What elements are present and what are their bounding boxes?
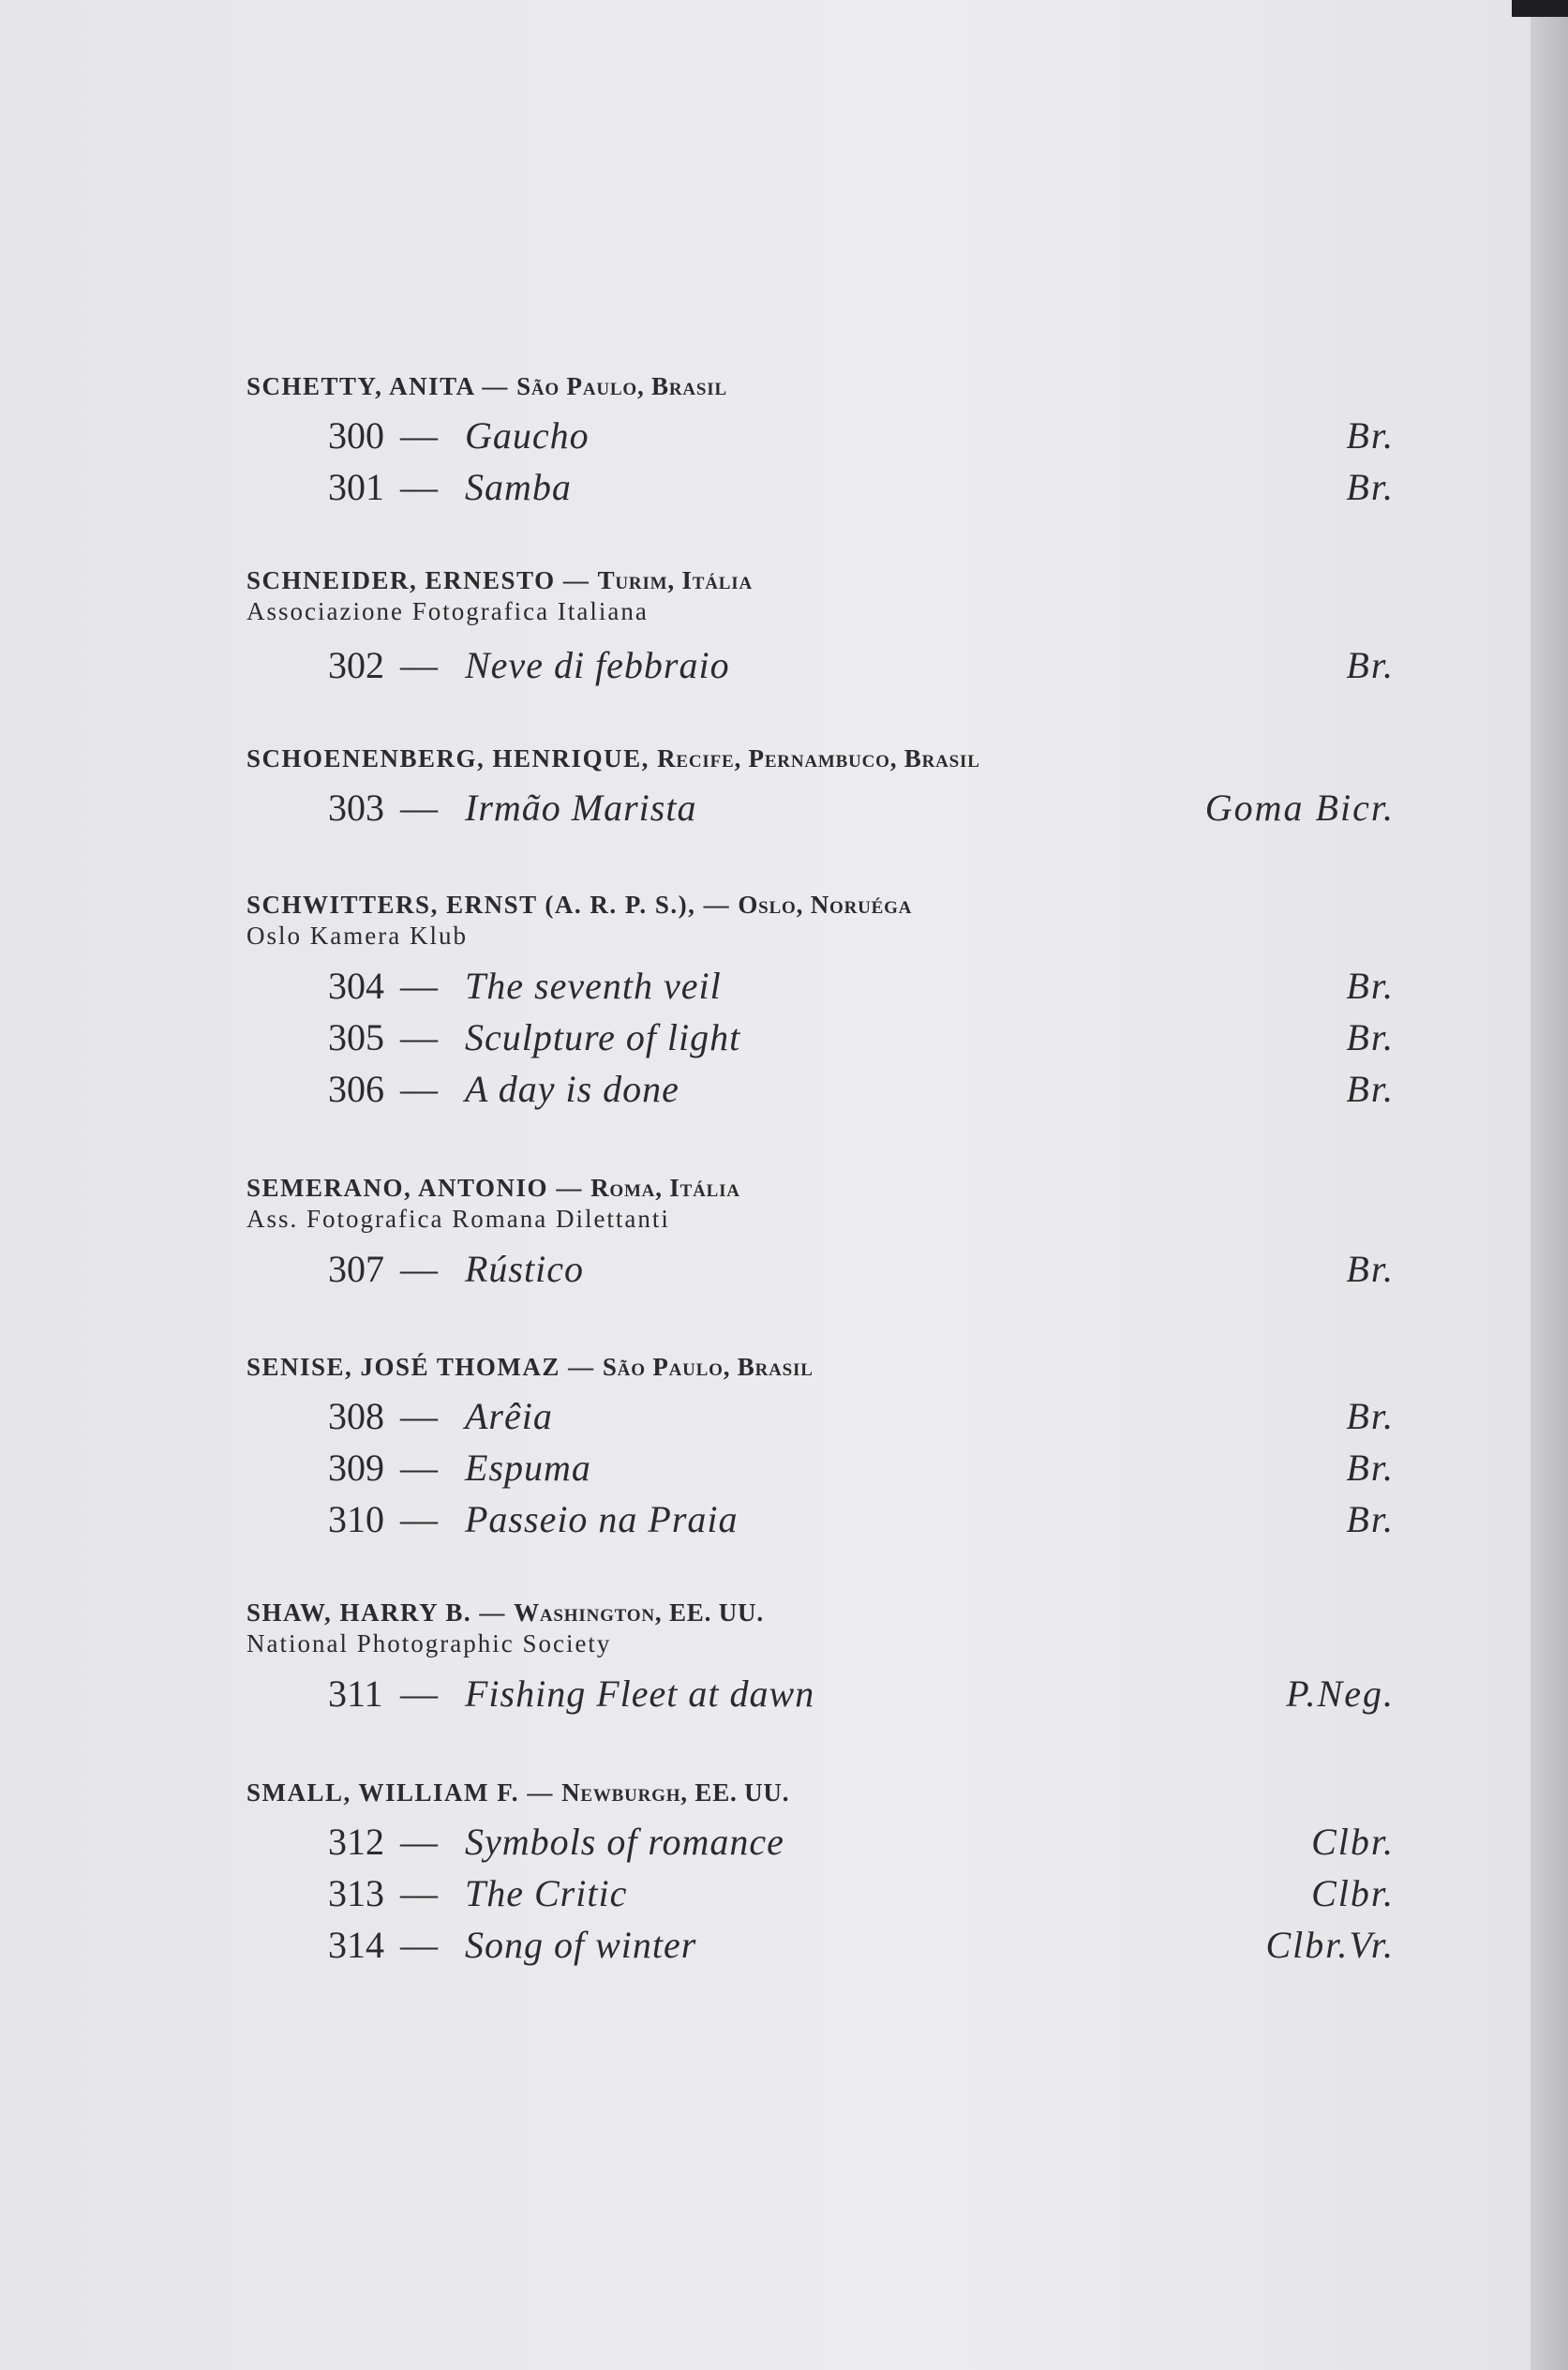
work-dash: — — [400, 787, 438, 829]
separator-dash: — — [556, 1174, 591, 1202]
catalog-entry — [246, 564, 1395, 691]
author-line — [246, 564, 1395, 596]
club-name: National Photographic Society — [246, 1629, 612, 1658]
work-row — [246, 1442, 1395, 1493]
club-name: Ass. Fotografica Romana Dilettanti — [246, 1205, 670, 1233]
work-row — [246, 410, 1395, 461]
author-location: Washington, EE. UU. — [514, 1598, 764, 1627]
author-line — [246, 1777, 1395, 1808]
work-dash: — — [400, 1672, 438, 1715]
work-row — [246, 1012, 1395, 1063]
separator-dash: — — [527, 1778, 562, 1807]
work-row — [246, 1919, 1395, 1971]
work-row — [246, 1243, 1395, 1295]
work-technique: Clbr. — [1311, 1821, 1395, 1863]
author-location: Oslo, Noruéga — [738, 891, 913, 919]
catalog-entry — [246, 370, 1395, 513]
work-dash: — — [400, 1924, 438, 1966]
work-title: Irmão Marista — [465, 787, 697, 829]
work-title: The seventh veil — [465, 965, 722, 1007]
author-name: SCHETTY, ANITA — [246, 372, 475, 400]
work-row — [246, 782, 1395, 833]
work-dash: — — [400, 1821, 438, 1863]
catalog-entry — [246, 1172, 1395, 1295]
work-title: A day is done — [465, 1068, 679, 1110]
author-name: SHAW, HARRY B. — [246, 1598, 472, 1627]
work-row — [246, 1816, 1395, 1868]
work-technique: Br. — [1346, 414, 1395, 457]
author-name: SENISE, JOSÉ THOMAZ — [246, 1353, 560, 1381]
work-title: Fishing Fleet at dawn — [465, 1672, 815, 1715]
author-line — [246, 1172, 1395, 1204]
author-location: São Paulo, Brasil — [602, 1353, 814, 1381]
author-line — [246, 889, 1395, 921]
work-row — [246, 1493, 1395, 1545]
catalog-entry — [246, 1777, 1395, 1971]
work-number: 314 — [328, 1924, 384, 1966]
work-row — [246, 1063, 1395, 1115]
work-row — [246, 461, 1395, 513]
work-technique: Br. — [1346, 1248, 1395, 1290]
work-technique: Br. — [1346, 644, 1395, 686]
work-number: 307 — [328, 1248, 384, 1290]
club-name: Associazione Fotografica Italiana — [246, 597, 649, 625]
catalog-entry — [246, 742, 1395, 833]
separator-dash: — — [568, 1353, 603, 1381]
work-number: 312 — [328, 1821, 384, 1863]
work-technique: Br. — [1346, 965, 1395, 1007]
work-title: Arêia — [465, 1395, 553, 1437]
work-title: Neve di febbraio — [465, 644, 730, 686]
work-title: The Critic — [465, 1872, 628, 1914]
work-dash: — — [400, 1016, 438, 1058]
work-number: 301 — [328, 466, 384, 508]
work-number: 310 — [328, 1498, 384, 1540]
separator-dash: — — [479, 1598, 515, 1627]
work-dash: — — [400, 644, 438, 686]
author-name: SCHNEIDER, ERNESTO — [246, 566, 556, 594]
work-title: Gaucho — [465, 414, 590, 457]
work-row — [246, 1868, 1395, 1919]
work-dash: — — [400, 1872, 438, 1914]
work-dash: — — [400, 1498, 438, 1540]
author-name: SCHWITTERS, ERNST (A. R. P. S.), — [246, 891, 696, 919]
work-title: Espuma — [465, 1447, 591, 1489]
work-title: Samba — [465, 466, 572, 508]
separator-dash: — — [562, 566, 598, 594]
work-technique: Br. — [1346, 1498, 1395, 1540]
work-dash: — — [400, 965, 438, 1007]
work-title: Symbols of romance — [465, 1821, 784, 1863]
work-technique: Goma Bicr. — [1204, 787, 1395, 829]
author-name: SMALL, WILLIAM F. — [246, 1778, 520, 1807]
work-title: Song of winter — [465, 1924, 697, 1966]
author-line — [246, 1597, 1395, 1628]
work-row — [246, 960, 1395, 1012]
work-row — [246, 1668, 1395, 1719]
work-dash: — — [400, 466, 438, 508]
work-title: Passeio na Praia — [465, 1498, 739, 1540]
author-name: SEMERANO, ANTONIO — [246, 1174, 549, 1202]
author-line — [246, 1351, 1395, 1383]
author-location: São Paulo, Brasil — [516, 372, 727, 400]
work-number: 306 — [328, 1068, 384, 1110]
author-location: Recife, Pernambuco, Brasil — [657, 744, 980, 772]
work-number: 313 — [328, 1872, 384, 1914]
catalog-entry — [246, 1597, 1395, 1719]
work-number: 300 — [328, 414, 384, 457]
work-number: 308 — [328, 1395, 384, 1437]
work-title: Sculpture of light — [465, 1016, 741, 1058]
work-row — [246, 1390, 1395, 1442]
catalog-entry — [246, 1351, 1395, 1545]
work-technique: Br. — [1346, 466, 1395, 508]
work-title: Rústico — [465, 1248, 584, 1290]
work-number: 303 — [328, 787, 384, 829]
work-technique: Br. — [1346, 1447, 1395, 1489]
work-number: 311 — [328, 1672, 383, 1715]
work-dash: — — [400, 1395, 438, 1437]
work-dash: — — [400, 1068, 438, 1110]
separator-dash: — — [703, 891, 739, 919]
work-technique: Clbr. — [1311, 1872, 1395, 1914]
work-technique: Br. — [1346, 1395, 1395, 1437]
separator-dash: — — [482, 372, 517, 400]
author-line — [246, 742, 1395, 774]
author-location: Newburgh, EE. UU. — [561, 1778, 790, 1807]
work-row — [246, 639, 1395, 691]
author-location: Turim, Itália — [597, 566, 753, 594]
author-location: Roma, Itália — [590, 1174, 740, 1202]
work-number: 309 — [328, 1447, 384, 1489]
work-technique: P.Neg. — [1286, 1672, 1395, 1715]
author-line — [246, 370, 1395, 402]
work-technique: Clbr.Vr. — [1265, 1924, 1395, 1966]
work-number: 304 — [328, 965, 384, 1007]
work-dash: — — [400, 1248, 438, 1290]
catalog-entry — [246, 889, 1395, 1115]
work-technique: Br. — [1346, 1068, 1395, 1110]
club-name: Oslo Kamera Klub — [246, 922, 468, 950]
work-dash: — — [400, 414, 438, 457]
work-technique: Br. — [1346, 1016, 1395, 1058]
author-name: SCHOENENBERG, HENRIQUE, — [246, 744, 650, 772]
work-number: 302 — [328, 644, 384, 686]
work-number: 305 — [328, 1016, 384, 1058]
work-dash: — — [400, 1447, 438, 1489]
